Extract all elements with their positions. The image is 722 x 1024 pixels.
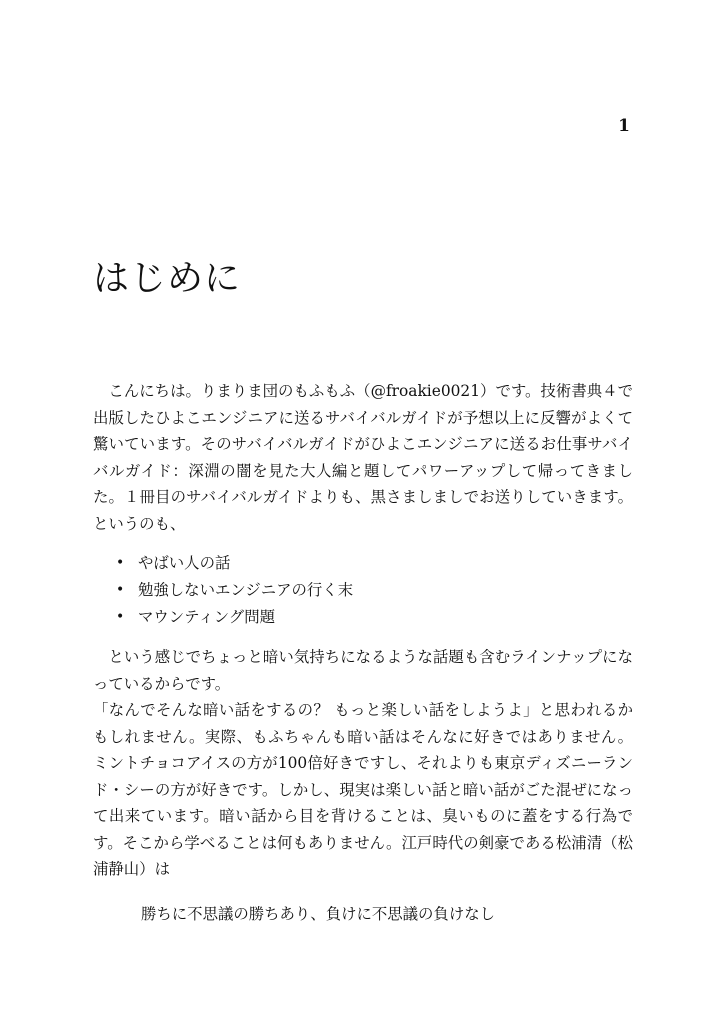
lineup-paragraph: という感じでちょっと暗い気持ちになるような話題も含むラインナップになっているからです。 (93, 648, 633, 693)
bullet-icon: • (116, 555, 125, 571)
quotation: 勝ちに不思議の勝ちあり、負けに不思議の負けなし (141, 904, 495, 923)
topic-list (93, 550, 633, 631)
list-item (113, 604, 633, 631)
bullet-icon: • (116, 609, 125, 625)
bullet-icon: • (116, 582, 125, 598)
intro-paragraph: こんにちは。りまりま団のもふもふ（@froakie0021）です。技術書典４で出版したひよこエンジニアに送るサバイバルガイドが予想以上に反響がよくて驚いています。そのサバイバルガイドがひよこエンジニアに送るお仕事サバイバルガイド：深淵の闇を見た大人編と題してパワーアップして帰ってきました。１冊目のサバイバルガイドよりも、黒さましましでお送りしていきます。というのも、 (93, 382, 633, 533)
chapter-body (93, 378, 633, 927)
list-item-text: 勉強しないエンジニアの行く末 (138, 581, 354, 599)
list-item (113, 577, 633, 604)
list-item-text: マウンティング問題 (138, 608, 275, 626)
chapter-title: はじめに (93, 258, 242, 299)
dark-topics-paragraph: 「なんでそんな暗い話をするの？ もっと楽しい話をしようよ」と思われるかもしれません。実際、もふちゃんも暗い話はそんなに好きではありません。ミントチョコアイスの方が100倍好きですし、それよりも東京ディズニーランド・シーの方が好きです。しかし、現実は楽しい話と暗い話がごた混ぜになって出来ています。暗い話から目を背けることは、臭いものに蓋をする行為です。そこから学べることは何もありません。江戸時代の剣豪である松浦清（松浦静山）は (93, 701, 633, 878)
list-item (113, 550, 633, 577)
page-number: 1 (618, 116, 630, 136)
list-item-text: やばい人の話 (138, 554, 231, 572)
